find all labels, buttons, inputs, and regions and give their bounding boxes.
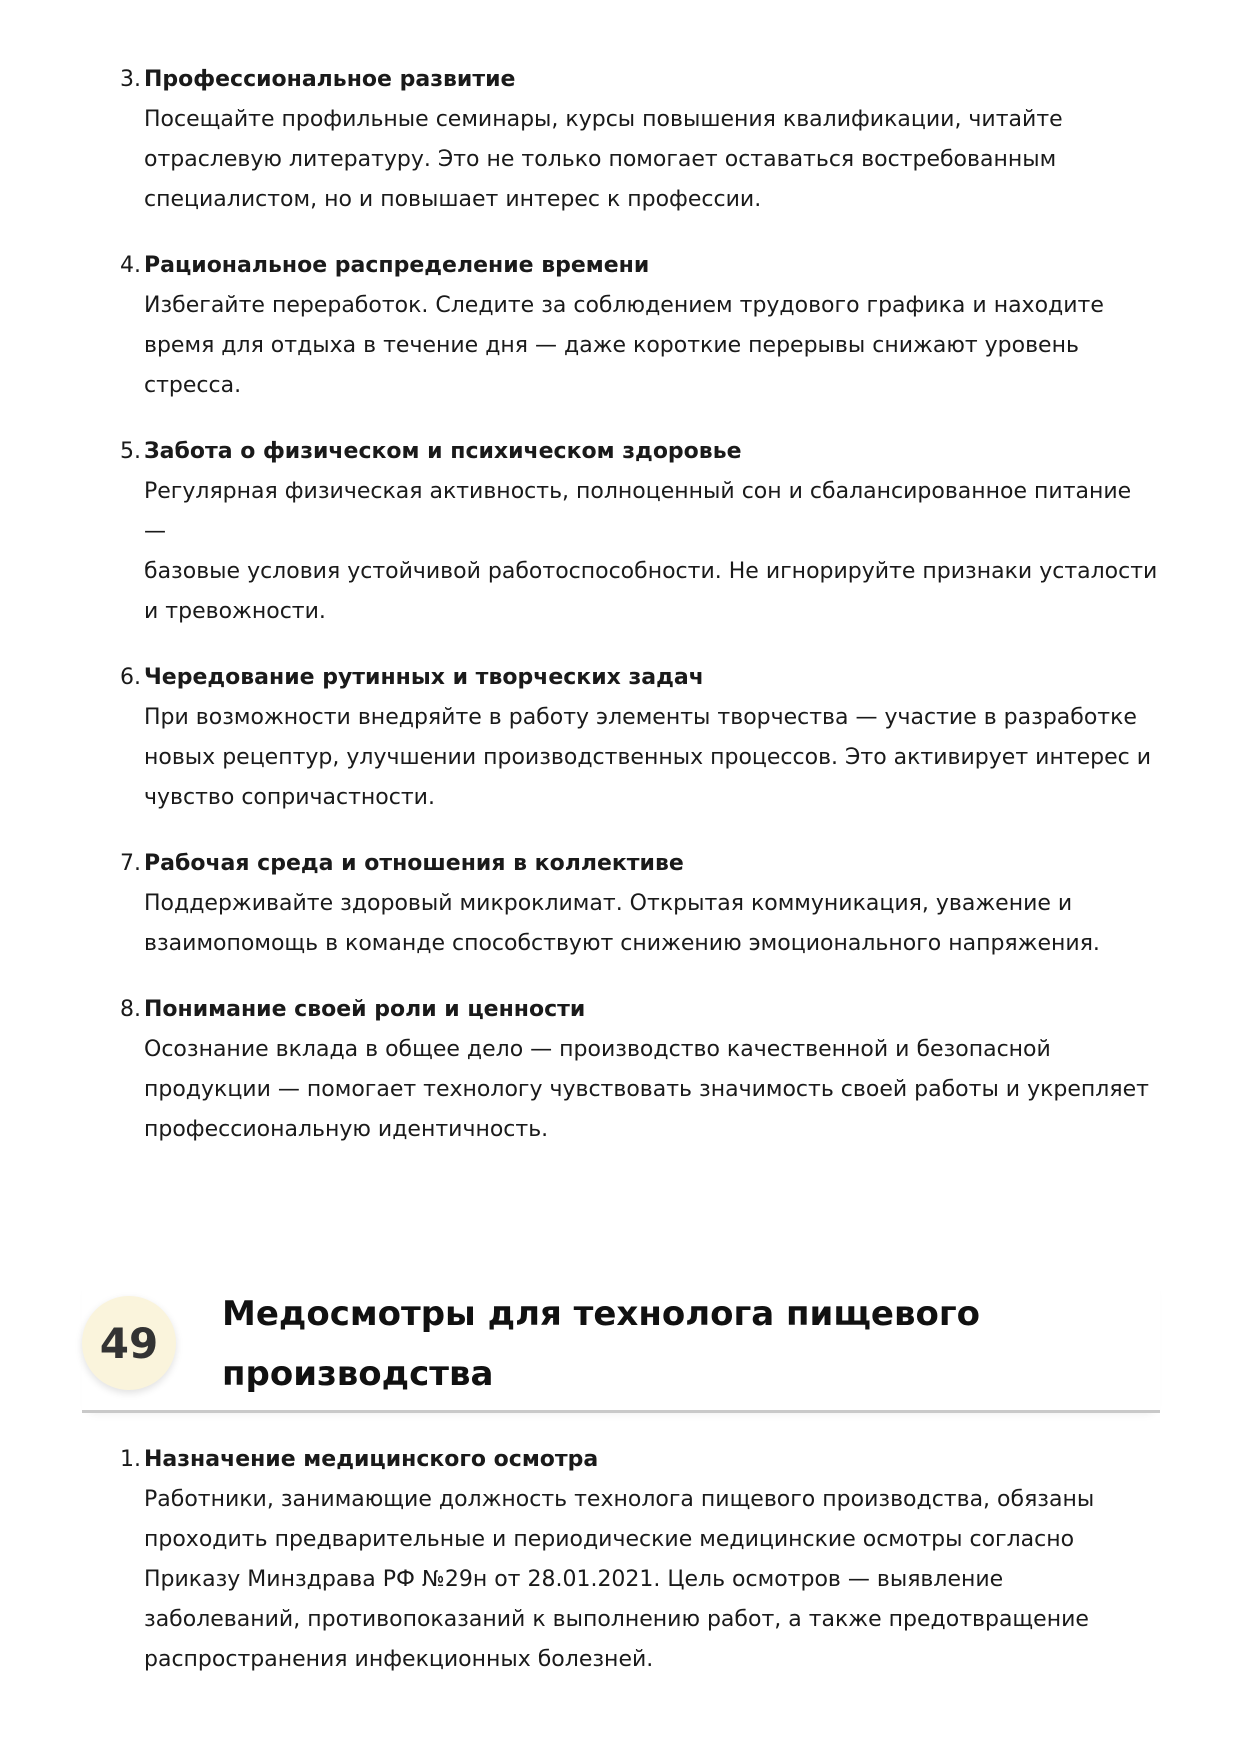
item-text-line: Поддерживайте здоровый микроклимат. Открытая коммуникация, уважение и — [144, 891, 1073, 916]
item-text-line: проходить предварительные и периодические медицинские осмотры согласно — [144, 1527, 1075, 1552]
section-title-line: производства — [222, 1354, 494, 1394]
item-title: Рациональное распределение времени — [144, 253, 650, 278]
section-number-badge: 49 — [82, 1296, 176, 1390]
item-text-line: взаимопомощь в команде способствуют снижению эмоционального напряжения. — [144, 931, 1100, 956]
item-text-line: профессиональную идентичность. — [144, 1117, 549, 1142]
item-text-line: Регулярная физическая активность, полноценный сон и сбалансированное питание — — [144, 479, 1132, 544]
item-text-line: отраслевую литературу. Это не только помогает оставаться востребованным — [144, 147, 1057, 172]
item-text-line: новых рецептур, улучшении производственных процессов. Это активирует интерес и — [144, 745, 1152, 770]
list-item — [120, 432, 1160, 632]
item-title: Чередование рутинных и творческих задач — [144, 665, 704, 690]
list-item — [120, 60, 1160, 220]
item-text-line: Работники, занимающие должность технолога пищевого производства, обязаны — [144, 1487, 1095, 1512]
section-header — [82, 1276, 1160, 1413]
item-text-line: базовые условия устойчивой работоспособности. Не игнорируйте признаки усталости — [144, 559, 1158, 584]
item-title: Назначение медицинского осмотра — [144, 1447, 599, 1472]
item-title: Профессиональное развитие — [144, 67, 516, 92]
item-text-line: специалистом, но и повышает интерес к профессии. — [144, 187, 762, 212]
item-text-line: распространения инфекционных болезней. — [144, 1647, 654, 1672]
recommendations-list — [120, 60, 1160, 1176]
medical-exam-list — [120, 1440, 1160, 1680]
item-text-line: заболеваний, противопоказаний к выполнению работ, а также предотвращение — [144, 1607, 1089, 1632]
item-text-line: и тревожности. — [144, 599, 326, 624]
item-number: 6. — [120, 665, 141, 690]
item-text-line: Приказу Минздрава РФ №29н от 28.01.2021. Цель осмотров — выявление — [144, 1567, 1004, 1592]
item-number: 5. — [120, 439, 141, 464]
item-number: 7. — [120, 851, 141, 876]
item-text-line: стресса. — [144, 373, 242, 398]
item-title: Понимание своей роли и ценности — [144, 997, 586, 1022]
section-title — [222, 1284, 1142, 1404]
item-text-line: чувство сопричастности. — [144, 785, 435, 810]
section-title-line: Медосмотры для технолога пищевого — [222, 1294, 980, 1334]
item-text-line: время для отдыха в течение дня — даже короткие перерывы снижают уровень — [144, 333, 1079, 358]
item-text-line: Осознание вклада в общее дело — производство качественной и безопасной — [144, 1037, 1051, 1062]
list-item — [120, 658, 1160, 818]
item-text-line: При возможности внедряйте в работу элементы творчества — участие в разработке — [144, 705, 1137, 730]
item-text-line: Посещайте профильные семинары, курсы повышения квалификации, читайте — [144, 107, 1063, 132]
list-item — [120, 246, 1160, 406]
item-title: Рабочая среда и отношения в коллективе — [144, 851, 684, 876]
item-number: 3. — [120, 67, 141, 92]
list-item — [120, 990, 1160, 1150]
item-title: Забота о физическом и психическом здоровье — [144, 439, 742, 464]
item-number: 1. — [120, 1447, 141, 1472]
list-item — [120, 844, 1160, 964]
item-number: 4. — [120, 253, 141, 278]
item-text-line: продукции — помогает технологу чувствовать значимость своей работы и укрепляет — [144, 1077, 1149, 1102]
item-number: 8. — [120, 997, 141, 1022]
item-text-line: Избегайте переработок. Следите за соблюдением трудового графика и находите — [144, 293, 1104, 318]
list-item — [120, 1440, 1160, 1680]
